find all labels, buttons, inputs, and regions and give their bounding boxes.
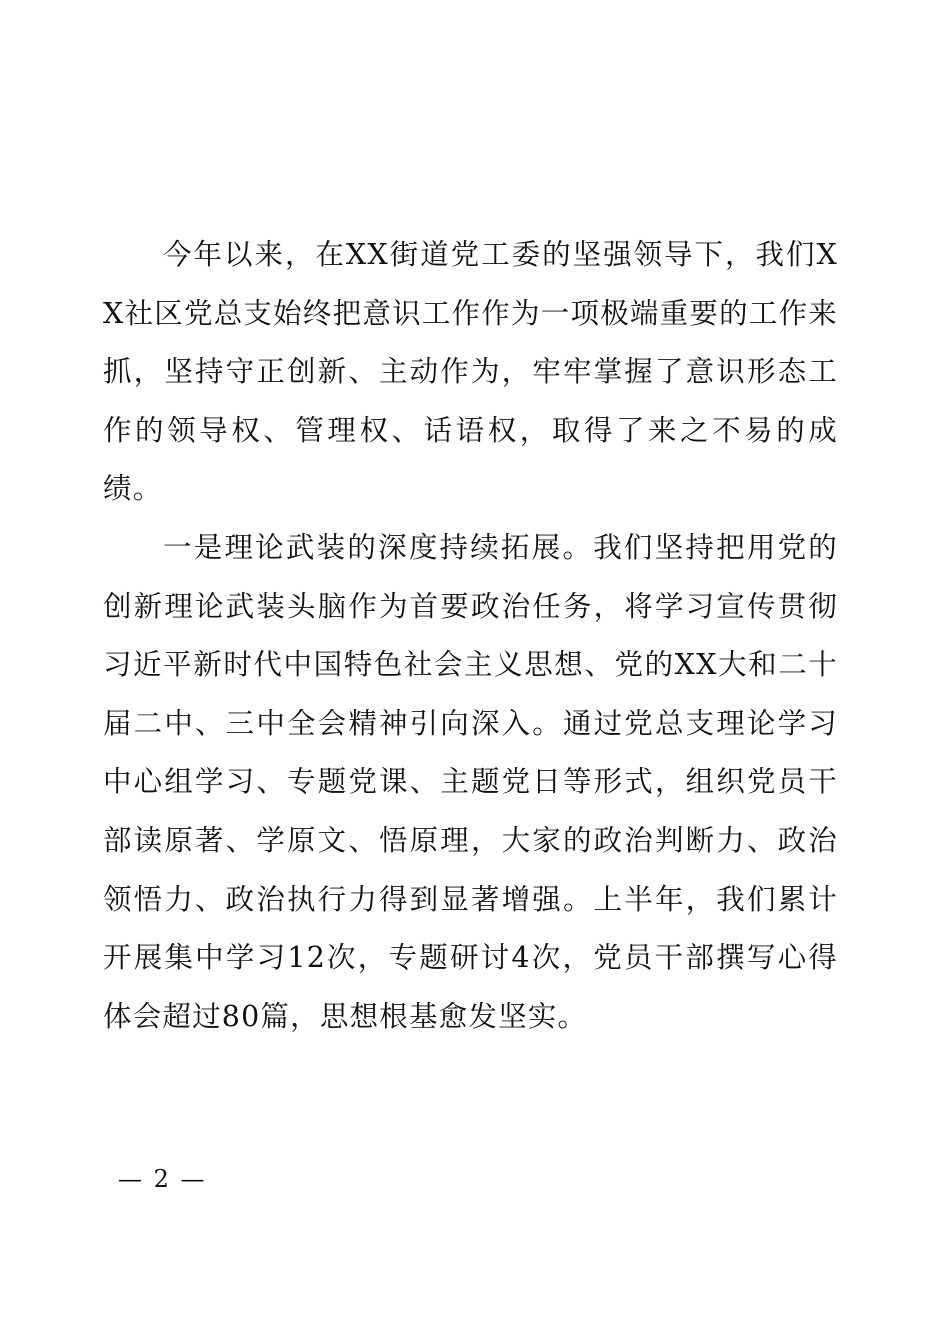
paragraph-intro: 今年以来，在XX街道党工委的坚强领导下，我们XX社区党总支始终把意识工作作为一项极端重要的工作来抓，坚持守正创新、主动作为，牢牢掌握了意识形态工作的领导权、管理权、话语权，取得了来之不易的成绩。 [103,238,838,506]
page-number: — 2 — [118,1165,207,1193]
paragraph-theory-study: 一是理论武装的深度持续拓展。我们坚持把用党的创新理论武装头脑作为首要政治任务，将学习宣传贯彻习近平新时代中国特色社会主义思想、党的XX大和二十届二中、三中全会精神引向深入。通过党总支理论学习中心组学习、专题党课、主题党日等形式，组织党员干部读原著、学原文、悟原理，大家的政治判断力、政治领悟力、政治执行力得到显著增强。上半年，我们累计开展集中学习12次，专题研讨4次，党员干部撰写心得体会超过80篇，思想根基愈发坚实。 [103,530,838,1033]
document-body [103,226,838,1046]
